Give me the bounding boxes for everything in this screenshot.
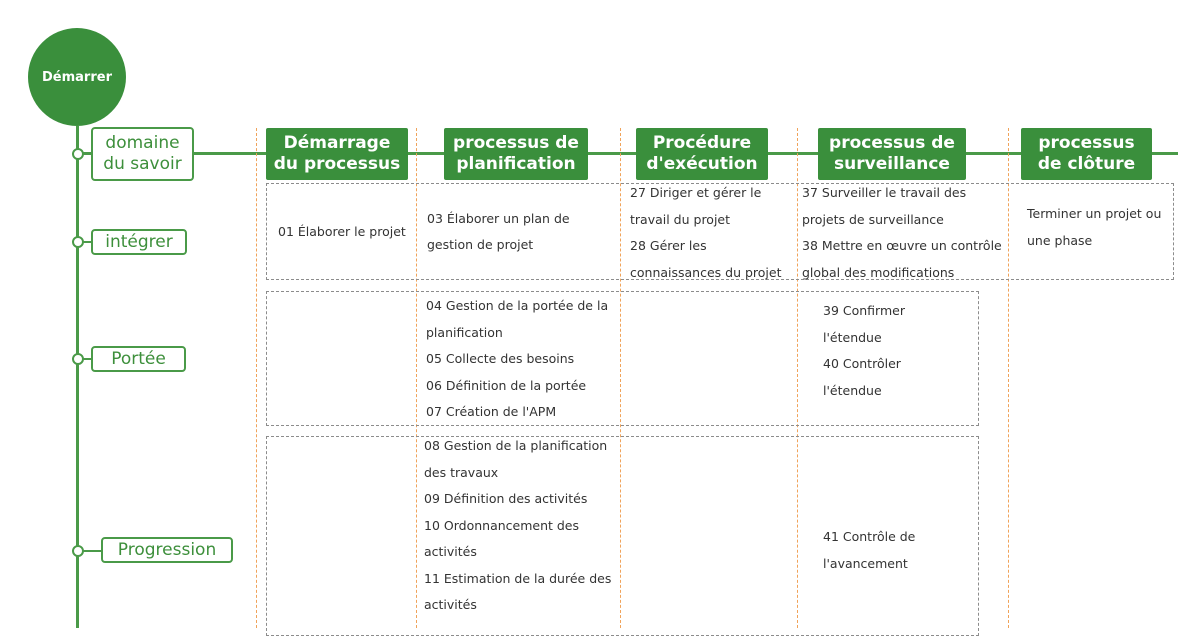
side-label-text: intégrer <box>105 231 173 252</box>
cell-item: 39 Confirmer l'étendue <box>823 303 905 345</box>
cell-scope-planning <box>426 293 618 426</box>
phase-header-closing[interactable] <box>1021 128 1152 180</box>
cell-integrate-planning <box>427 184 607 280</box>
cell-item: 11 Estimation de la durée des activités <box>424 570 612 612</box>
phase-header-planning[interactable] <box>444 128 588 180</box>
phase-header-executing[interactable] <box>636 128 768 180</box>
side-label-text: Portée <box>111 348 166 369</box>
side-label-integrate[interactable] <box>91 229 187 255</box>
cell-item: 06 Définition de la portée <box>426 377 587 393</box>
cell-item: 04 Gestion de la portée de la planification <box>426 298 609 340</box>
cell-item: 27 Diriger et gérer le travail du projet <box>630 185 762 227</box>
branch-dot <box>72 148 84 160</box>
phase-header-text: processus de surveillance <box>829 133 955 174</box>
column-separator <box>256 128 257 628</box>
branch-dot <box>72 545 84 557</box>
cell-item: 37 Surveiller le travail des projets de surveillance <box>802 185 967 227</box>
cell-item: 41 Contrôle de l'avancement <box>823 529 916 571</box>
side-label-domain[interactable] <box>91 127 194 181</box>
side-label-text: Progression <box>117 539 217 560</box>
side-label-schedule[interactable] <box>101 537 233 563</box>
side-label-scope[interactable] <box>91 346 186 372</box>
phase-header-monitoring[interactable] <box>818 128 966 180</box>
cell-item: 07 Création de l'APM <box>426 404 557 419</box>
cell-item: 08 Gestion de la planification des travaux <box>424 438 608 480</box>
phase-header-text: processus de clôture <box>1037 133 1136 174</box>
cell-scope-monitoring <box>823 298 923 404</box>
horizontal-connector <box>78 152 1178 155</box>
cell-item: 10 Ordonnancement des activités <box>424 517 580 559</box>
branch-dot <box>72 236 84 248</box>
phase-header-initiating[interactable] <box>266 128 408 180</box>
phase-header-text: Procédure d'exécution <box>646 133 758 174</box>
cell-item: 01 Élaborer le projet <box>278 223 406 239</box>
cell-schedule-planning <box>424 433 618 619</box>
cell-schedule-monitoring <box>823 524 943 577</box>
start-label: Démarrer <box>42 69 112 85</box>
start-node[interactable] <box>28 28 126 126</box>
cell-item: 09 Définition des activités <box>424 491 588 506</box>
side-label-text: domaine du savoir <box>103 133 182 174</box>
cell-item: 38 Mettre en œuvre un contrôle global des modifications <box>802 238 1002 280</box>
branch-dot <box>72 353 84 365</box>
phase-header-text: Démarrage du processus <box>273 133 401 174</box>
cell-integrate-initiating <box>278 184 414 280</box>
phase-header-text: processus de planification <box>453 133 579 174</box>
cell-item: Terminer un projet ou une phase <box>1027 206 1162 248</box>
cell-item: 40 Contrôler l'étendue <box>823 356 901 398</box>
cell-integrate-closing <box>1027 201 1167 254</box>
cell-integrate-monitoring <box>802 180 1010 286</box>
cell-item: 28 Gérer les connaissances du projet <box>630 238 782 280</box>
cell-item: 05 Collecte des besoins <box>426 351 575 366</box>
cell-integrate-executing <box>630 180 794 286</box>
cell-item: 03 Élaborer un plan de gestion de projet <box>427 210 570 252</box>
